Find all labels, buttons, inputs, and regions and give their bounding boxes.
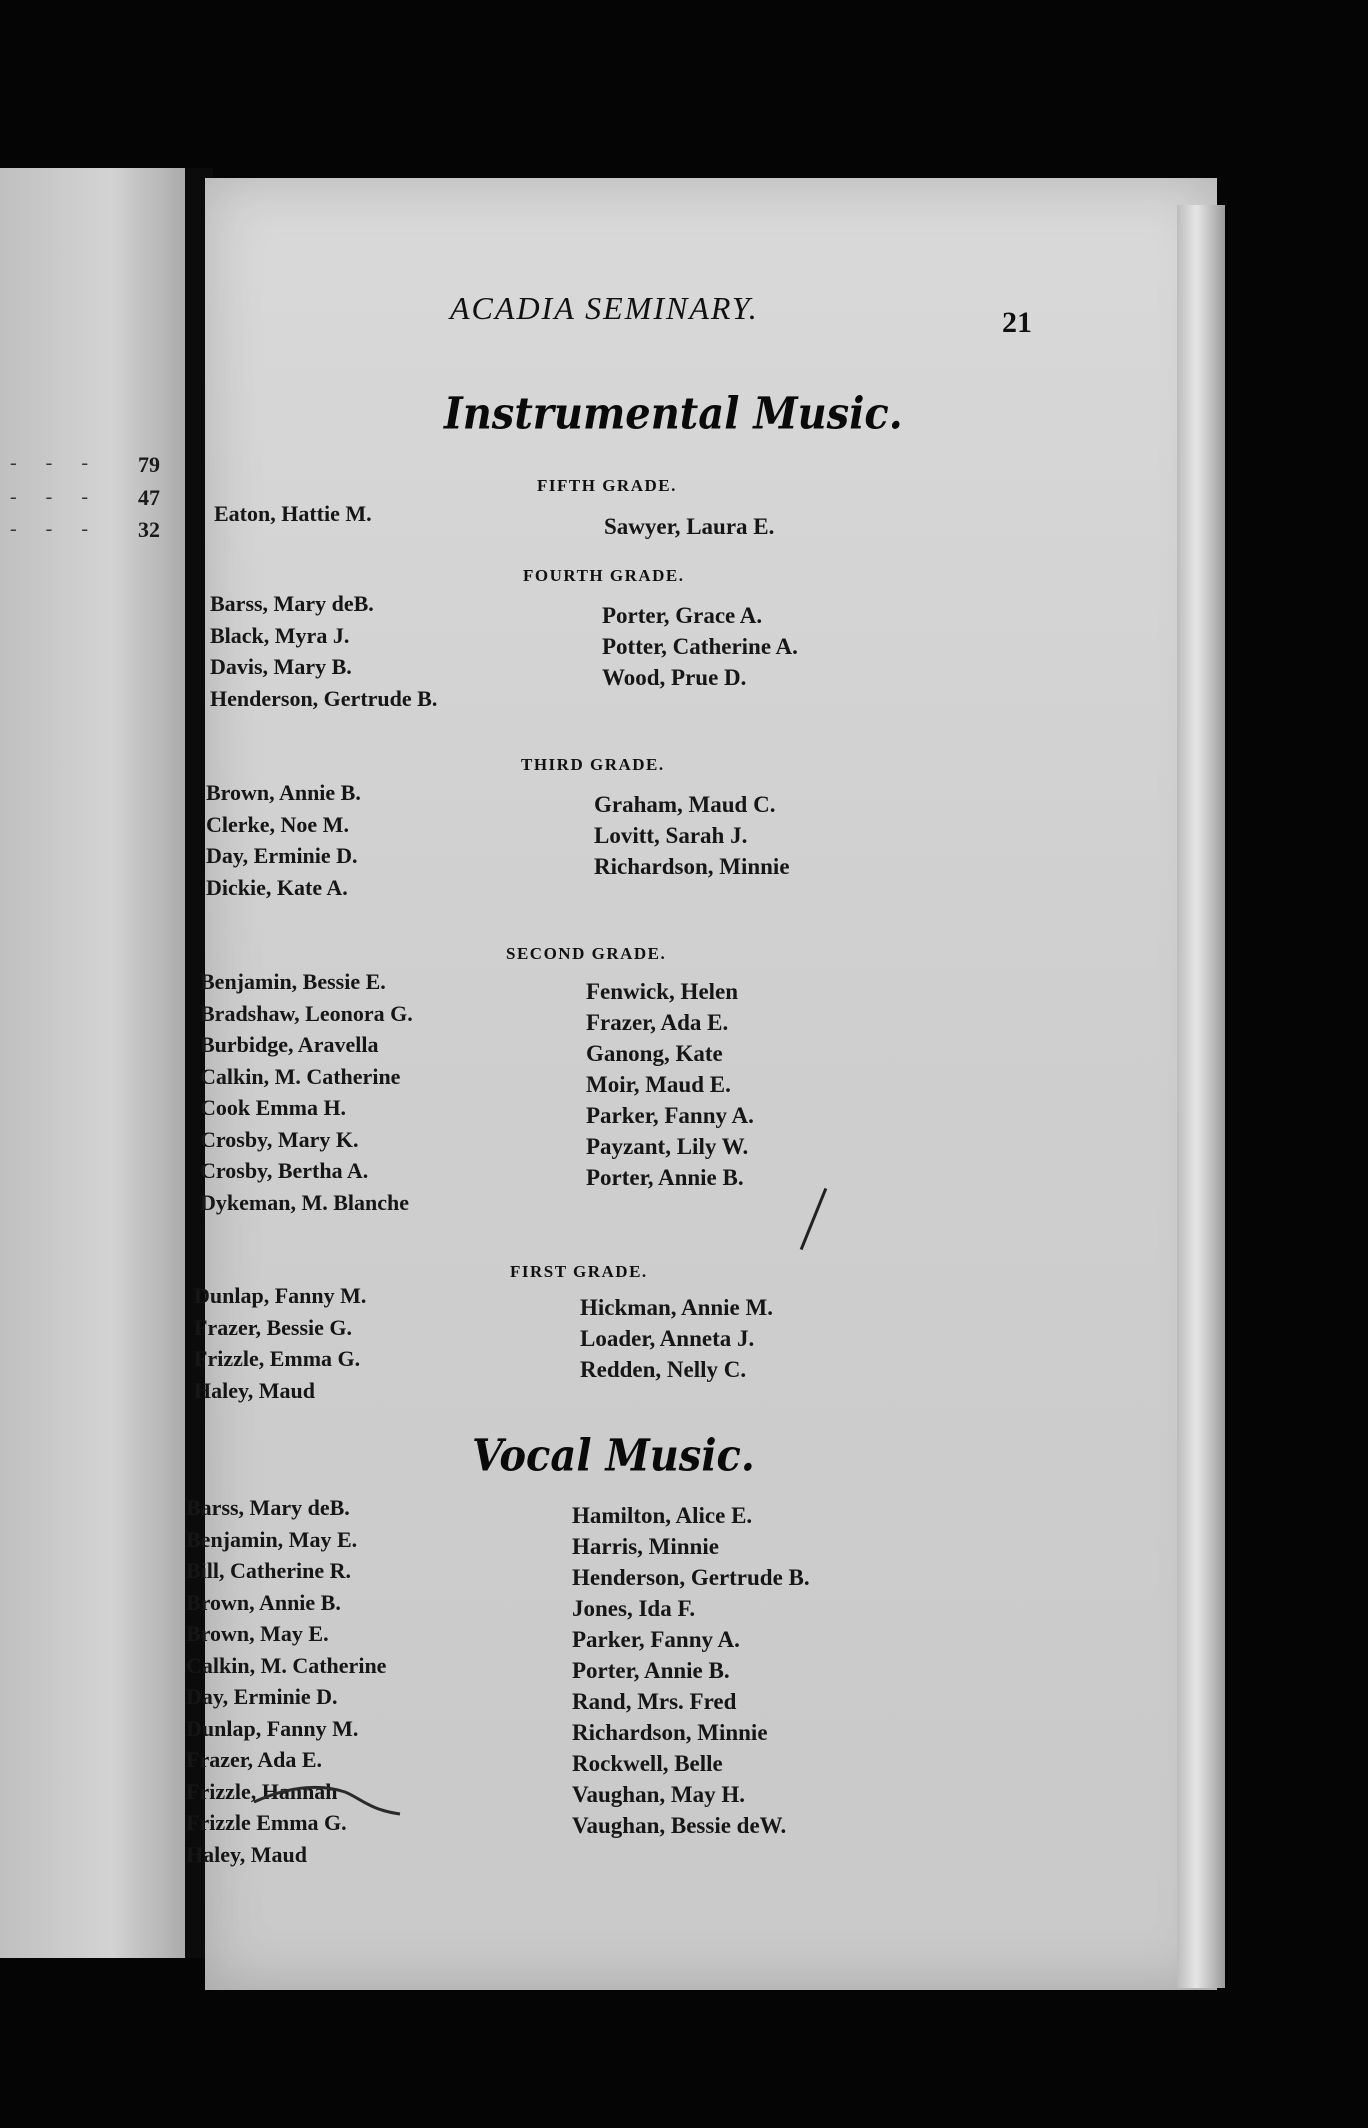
- student-name: Vaughan, May H.: [572, 1782, 745, 1807]
- first-grade-heading: FIRST GRADE.: [510, 1262, 648, 1281]
- student-name: Frizzle Emma G.: [186, 1810, 347, 1835]
- student-name: Dykeman, M. Blanche: [200, 1189, 409, 1215]
- vocal-music-title: Vocal Music.: [472, 1429, 755, 1482]
- fifth-grade-heading: FIFTH GRADE.: [537, 476, 677, 495]
- student-name: Brown, Annie B.: [186, 1589, 341, 1615]
- student-name: Graham, Maud C.: [594, 792, 776, 817]
- second-grade-right-list: [586, 976, 754, 1193]
- vocal-right-list: [572, 1500, 810, 1841]
- leader-dots: - - -: [10, 486, 100, 508]
- student-name: Harris, Minnie: [572, 1534, 719, 1559]
- second-grade-heading: SECOND GRADE.: [506, 944, 667, 963]
- student-name: Calkin, M. Catherine: [200, 1063, 401, 1089]
- student-name: Hickman, Annie M.: [580, 1295, 773, 1320]
- left-page-number: 47: [138, 485, 160, 510]
- student-name: Clerke, Noe M.: [206, 811, 349, 837]
- student-name: Brown, Annie B.: [206, 780, 361, 805]
- student-name: Cook Emma H.: [200, 1095, 347, 1120]
- student-name: Vaughan, Bessie deW.: [572, 1813, 787, 1838]
- student-name: Eaton, Hattie M.: [214, 501, 372, 526]
- student-name: Frazer, Ada E.: [186, 1747, 323, 1772]
- student-name: Ganong, Kate: [586, 1041, 723, 1066]
- student-name: Dickie, Kate A.: [206, 874, 348, 900]
- student-name: Richardson, Minnie: [594, 854, 790, 879]
- student-name: Sawyer, Laura E.: [604, 514, 775, 539]
- student-name: Burbidge, Aravella: [200, 1032, 379, 1057]
- student-name: Henderson, Gertrude B.: [210, 685, 438, 711]
- fifth-grade-right-list: [604, 511, 774, 542]
- student-name: Frizzle, Hannah: [186, 1778, 338, 1804]
- student-name: Davis, Mary B.: [210, 654, 352, 679]
- student-name: Crosby, Mary K.: [200, 1126, 359, 1152]
- student-name: Haley, Maud: [186, 1841, 308, 1867]
- fourth-grade-right-list: [602, 600, 798, 693]
- student-name: Day, Erminie D.: [206, 843, 358, 868]
- student-name: Rockwell, Belle: [572, 1751, 723, 1776]
- student-name: Fenwick, Helen: [586, 979, 739, 1004]
- student-name: Parker, Fanny A.: [586, 1103, 754, 1128]
- student-name: Potter, Catherine A.: [602, 634, 798, 659]
- first-grade-right-list: [580, 1292, 773, 1385]
- student-name: Benjamin, Bessie E.: [200, 969, 386, 994]
- left-page-fragment: [0, 168, 185, 1958]
- student-name: Jones, Ida F.: [572, 1596, 696, 1621]
- fourth-grade-left-list: [210, 588, 437, 714]
- fourth-grade-heading: FOURTH GRADE.: [523, 566, 685, 585]
- instrumental-music-title: Instrumental Music.: [444, 387, 903, 440]
- student-name: Frazer, Ada E.: [586, 1010, 729, 1035]
- student-name: Day, Erminie D.: [186, 1684, 338, 1709]
- leader-dots: - - -: [10, 518, 100, 540]
- student-name: Loader, Anneta J.: [580, 1326, 755, 1351]
- student-name: Hamilton, Alice E.: [572, 1503, 753, 1528]
- fifth-grade-left-list: [214, 498, 372, 530]
- student-name: Lovitt, Sarah J.: [594, 823, 748, 848]
- student-name: Porter, Annie B.: [586, 1165, 744, 1190]
- left-page-number: 32: [138, 517, 160, 542]
- student-name: Redden, Nelly C.: [580, 1357, 747, 1382]
- student-name: Payzant, Lily W.: [586, 1134, 749, 1159]
- second-grade-left-list: [200, 966, 413, 1218]
- leader-dots: - - -: [10, 452, 100, 474]
- student-name: Frizzle, Emma G.: [194, 1346, 361, 1371]
- student-name: Haley, Maud: [194, 1377, 316, 1403]
- student-name: Richardson, Minnie: [572, 1720, 768, 1745]
- student-name: Brown, May E.: [186, 1621, 329, 1646]
- first-grade-left-list: [194, 1280, 366, 1406]
- student-name: Moir, Maud E.: [586, 1072, 731, 1097]
- student-name: Porter, Grace A.: [602, 603, 763, 628]
- student-name: Frazer, Bessie G.: [194, 1314, 353, 1340]
- student-name: Bradshaw, Leonora G.: [200, 1000, 413, 1026]
- running-head: ACADIA SEMINARY.: [450, 290, 759, 326]
- student-name: Porter, Annie B.: [572, 1658, 730, 1683]
- student-name: Calkin, M. Catherine: [186, 1652, 387, 1678]
- page-number: 21: [1002, 306, 1032, 339]
- handwritten-strike-mark: [250, 1780, 410, 1820]
- student-name: Dunlap, Fanny M.: [186, 1715, 359, 1741]
- student-name: Benjamin, May E.: [186, 1526, 358, 1552]
- page-edge: [1177, 205, 1225, 1988]
- student-name: Barss, Mary deB.: [210, 591, 374, 616]
- student-name: Barss, Mary deB.: [186, 1495, 350, 1520]
- left-page-number: 79: [138, 452, 160, 477]
- third-grade-left-list: [206, 777, 361, 903]
- student-name: Crosby, Bertha A.: [200, 1158, 369, 1183]
- student-name: Bill, Catherine R.: [186, 1558, 351, 1583]
- student-name: Dunlap, Fanny M.: [194, 1283, 367, 1308]
- student-name: Black, Myra J.: [210, 622, 350, 648]
- third-grade-right-list: [594, 789, 790, 882]
- student-name: Parker, Fanny A.: [572, 1627, 740, 1652]
- student-name: Wood, Prue D.: [602, 665, 747, 690]
- third-grade-heading: THIRD GRADE.: [521, 755, 665, 774]
- student-name: Henderson, Gertrude B.: [572, 1565, 810, 1590]
- student-name: Rand, Mrs. Fred: [572, 1689, 737, 1714]
